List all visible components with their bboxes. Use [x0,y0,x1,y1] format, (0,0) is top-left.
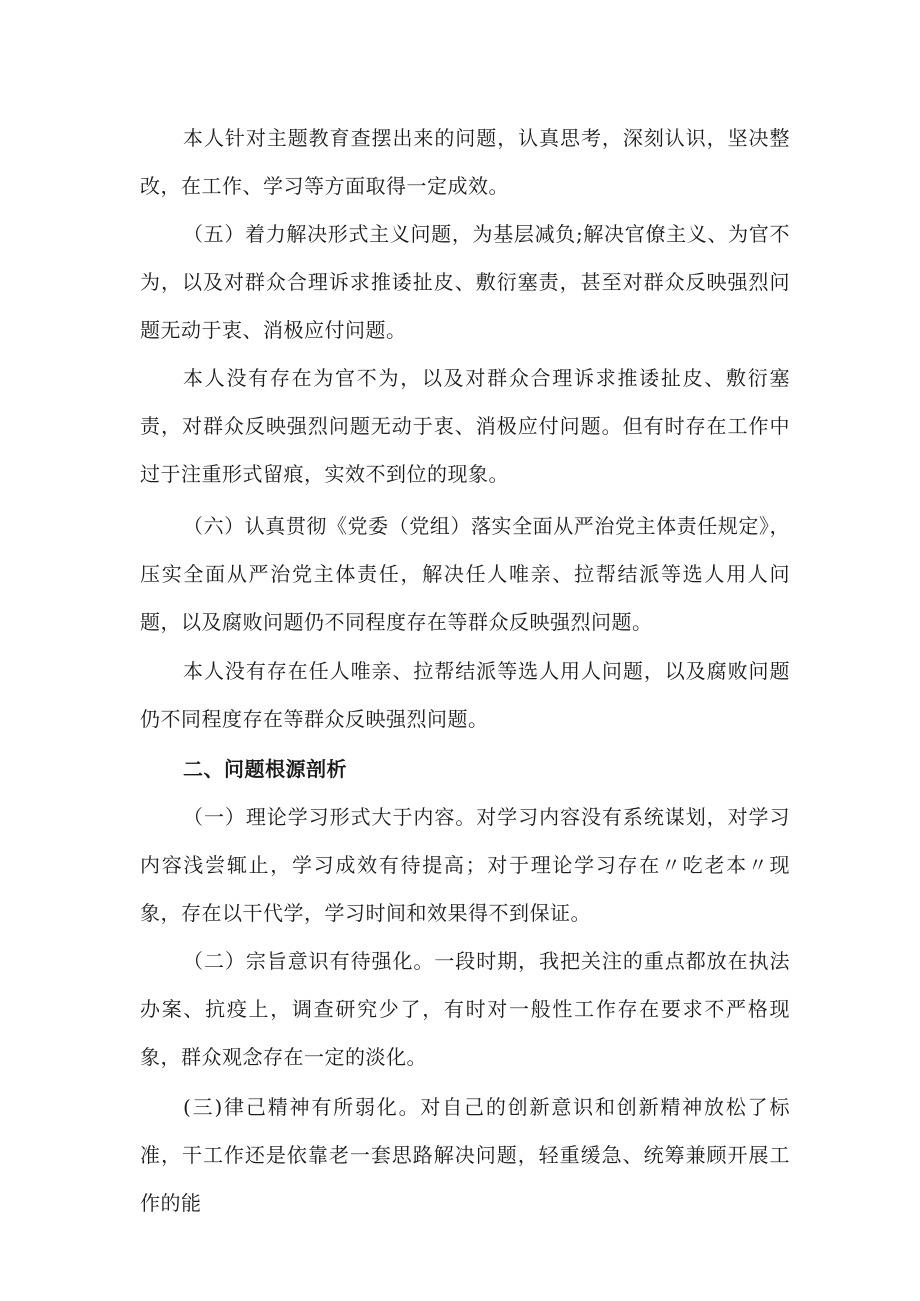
paragraph-section-six-response: 本人没有存在任人唯亲、拉帮结派等选人用人问题，以及腐败问题仍不同程度存在等群众反映强烈问题。 [140,659,790,731]
paragraph-section-six: （六）认真贯彻《党委（党组）落实全面从严治党主体责任规定》，压实全面从严治党主体责任，解决任人唯亲、拉帮结派等选人用人问题，以及腐败问题仍不同程度存在等群众反映强烈问题。 [140,514,790,634]
paragraph-cause-one: （一）理论学习形式大于内容。对学习内容没有系统谋划，对学习内容浅尝辄止，学习成效有待提高；对于理论学习存在〃吃老本〃现象，存在以干代学，学习时间和效果得不到保证。 [140,805,790,925]
paragraph-cause-three: (三)律己精神有所弱化。对自己的创新意识和创新精神放松了标准，干工作还是依靠老一套思路解决问题，轻重缓急、统筹兼顾开展工作的能 [140,1095,790,1215]
paragraph-section-five: （五）着力解决形式主义问题，为基层减负;解决官僚主义、为官不为，以及对群众合理诉求推诿扯皮、敷衍塞责，甚至对群众反映强烈问题无动于衷、消极应付问题。 [140,222,790,342]
heading-root-cause-analysis: 二、问题根源剖析 [183,757,347,781]
paragraph-cause-two: （二）宗旨意识有待强化。一段时期，我把关注的重点都放在执法办案、抗疫上，调查研究少了，有时对一般性工作存在要求不严格现象，群众观念存在一定的淡化。 [140,949,790,1069]
paragraph-section-five-response: 本人没有存在为官不为，以及对群众合理诉求推诿扯皮、敷衍塞责，对群众反映强烈问题无动于衷、消极应付问题。但有时存在工作中过于注重形式留痕，实效不到位的现象。 [140,366,790,486]
paragraph-rectification-results: 本人针对主题教育查摆出来的问题，认真思考，深刻认识，坚决整改，在工作、学习等方面取得一定成效。 [140,126,790,198]
